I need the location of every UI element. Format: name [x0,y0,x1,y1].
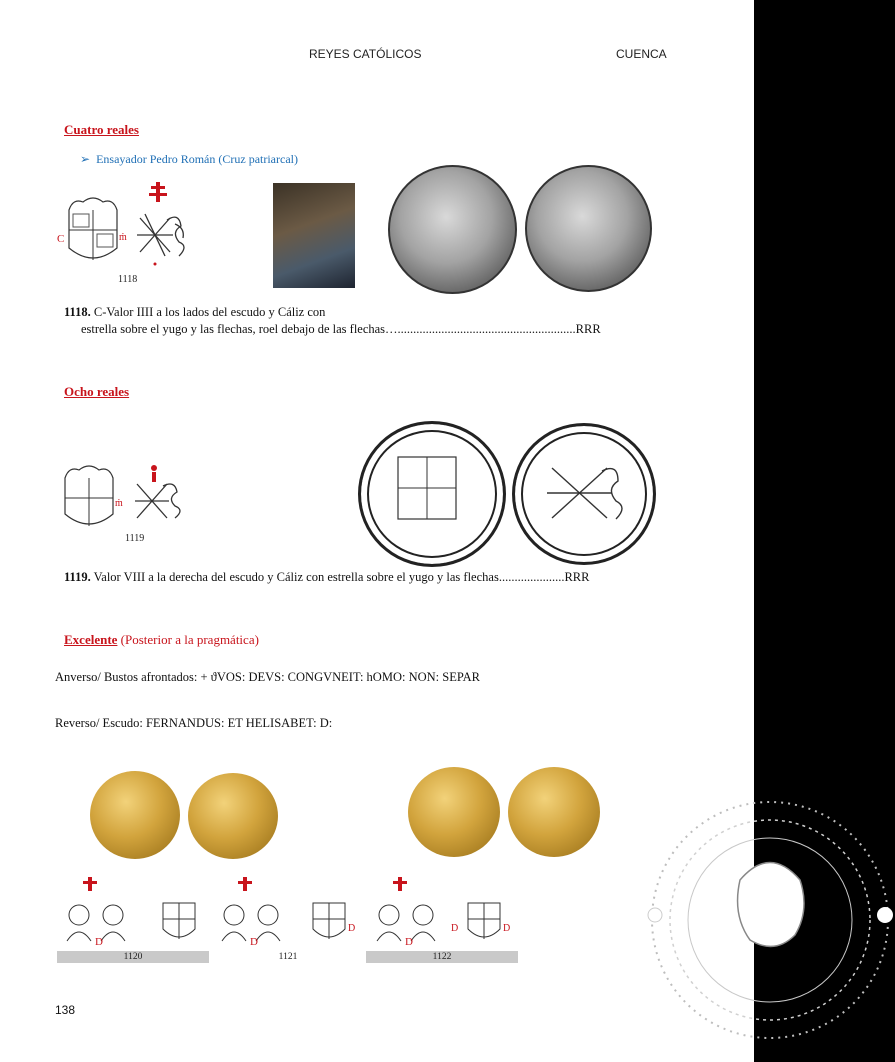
caption-1118: 1118 [118,274,138,285]
assayer-subtitle: ➢ Ensayador Pedro Román (Cruz patriarcal) [80,152,298,166]
shield-drawing-icon [69,198,117,260]
catalog-entry-1119: 1119. Valor VIII a la derecha del escudo y Cáliz con estrella sobre el yugo y las flechas.....................RRR [64,570,590,584]
running-header-title: REYES CATÓLICOS [309,47,422,61]
coin-detail-photo [273,183,355,288]
caption-1120: 1120 [57,951,209,963]
svg-text:D: D [503,923,511,934]
coin-1120-reverse [188,773,278,859]
coin-1118-reverse [525,165,652,292]
coin-1119-reverse-drawing [512,423,656,565]
coin-1122-obverse [408,767,500,857]
numismatic-seal-watermark [645,785,895,1055]
shield-drawing-icon [65,466,113,526]
bullet-arrow-icon: ➢ [80,152,91,166]
svg-text:D: D [405,936,413,948]
marks-drawings-1120-1122 [55,875,525,950]
svg-text:D: D [250,936,258,948]
coin-1119-obverse-drawing [358,421,506,567]
yoke-arrows-icon [135,484,180,518]
svg-text:D: D [95,936,103,948]
section-title-cuatro-reales: Cuatro reales [64,122,139,137]
marks-group-1122 [377,877,510,948]
coin-1120-obverse [90,771,180,859]
caption-1119: 1119 [125,533,145,544]
section-title-ocho-reales: Ocho reales [64,384,130,399]
marks-drawing-1118 [55,180,200,285]
mark-letter-m: ṁ [119,232,127,243]
cross-mark-icon [83,877,97,891]
page-number: 138 [55,1003,76,1017]
svg-text:D: D [348,923,356,934]
anverso-legend: Anverso/ Bustos afrontados: + ϑVOS: DEVS: CONGVNEIT: hOMO: NON: SEPAR [55,670,481,684]
marks-group-1120 [67,877,195,948]
caption-1121: 1121 [212,951,364,963]
cross-mark-icon [393,877,407,891]
mark-letter-c: C [57,233,65,245]
running-header-place: CUENCA [616,47,667,61]
yoke-arrows-icon [137,214,184,256]
patriarchal-cross-icon [149,182,167,202]
marks-drawing-1119 [55,460,200,545]
star-chalice-icon [151,465,157,482]
caption-1122: 1122 [366,951,518,963]
reverso-legend: Reverso/ Escudo: FERNANDUS: ET HELISABET: D: [55,716,333,730]
catalog-entry-1118: 1118. C-Valor IIII a los lados del escudo y Cáliz con estrella sobre el yugo y las flechas, roel debajo de las flechas….........................................................RRR [64,305,601,336]
marks-group-1121 [222,877,355,948]
coin-1118-obverse [388,165,517,294]
svg-text:D: D [451,923,459,934]
coin-1122-reverse [508,767,600,857]
section-title-excelente: Excelente (Posterior a la pragmática) [64,632,259,647]
mark-letter-m: ṁ [115,498,123,509]
cross-mark-icon [238,877,252,891]
